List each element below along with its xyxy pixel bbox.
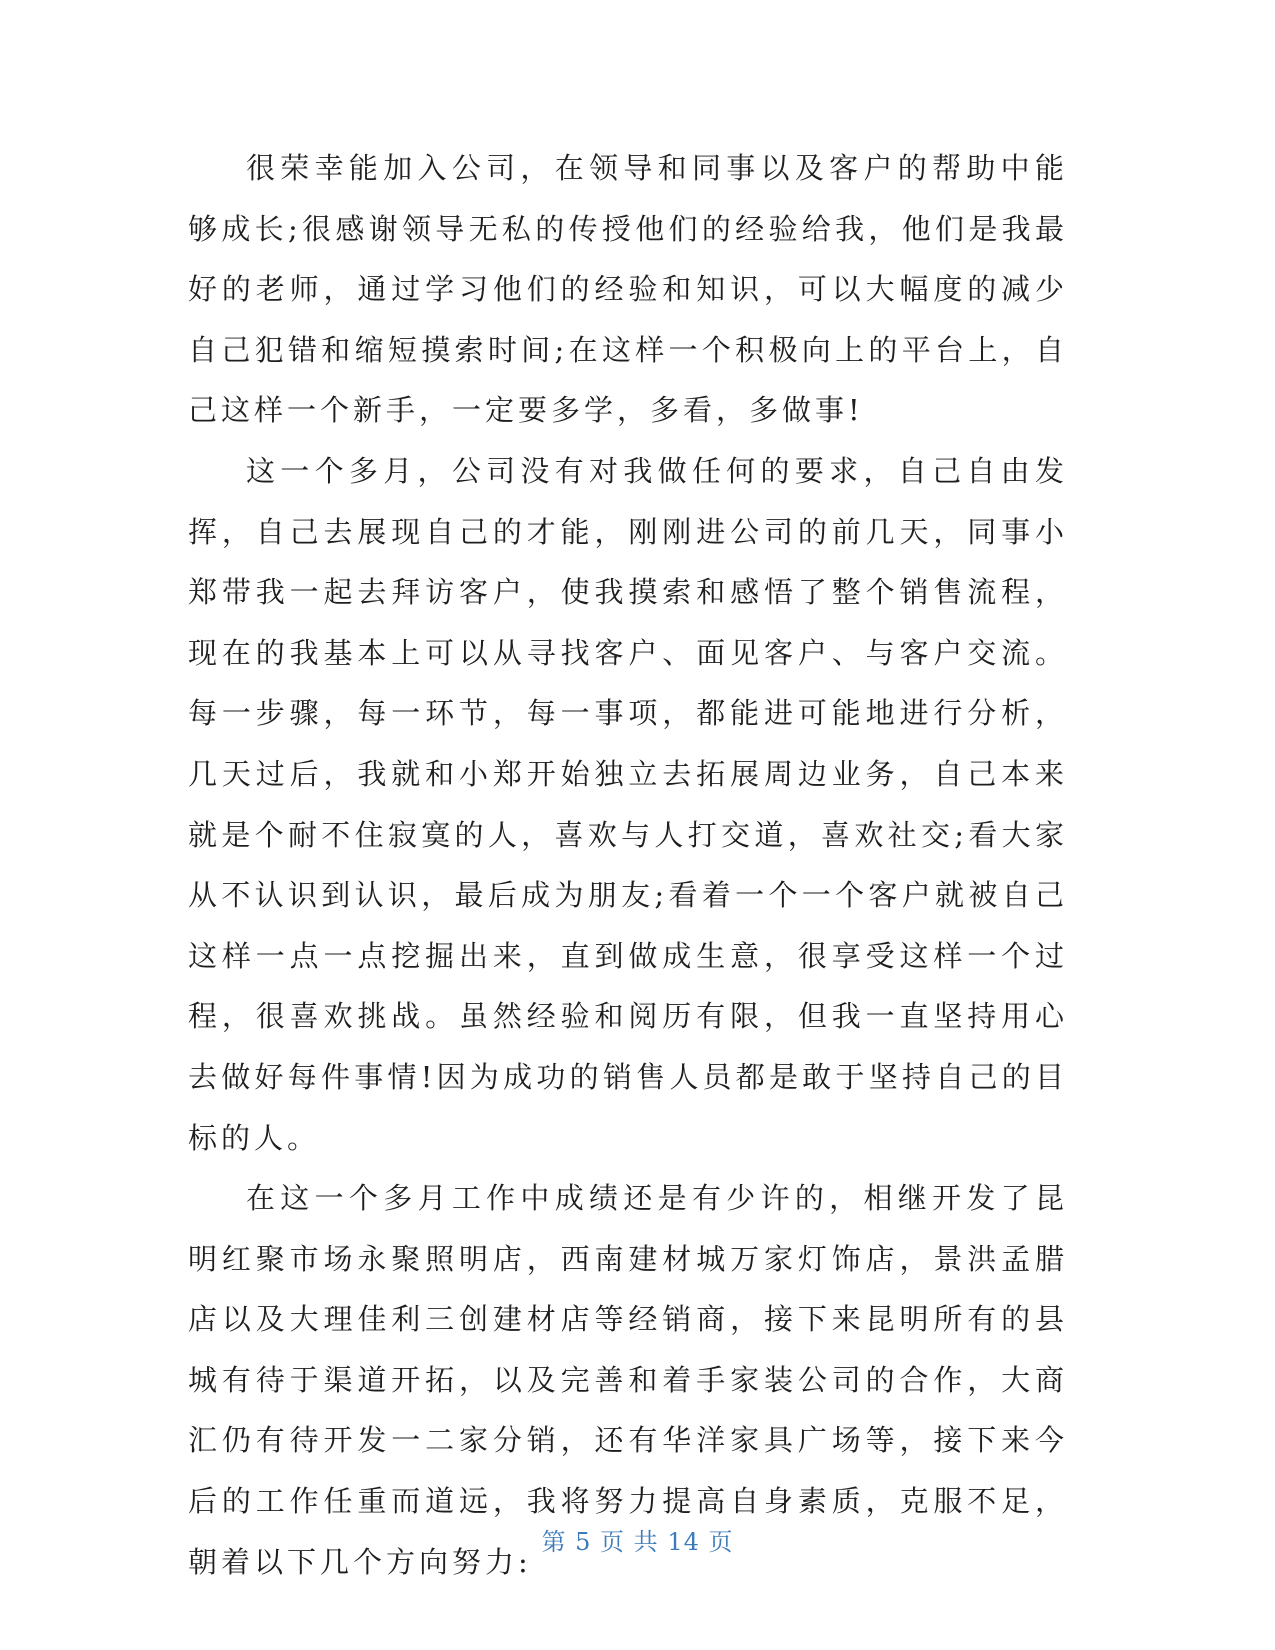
footer-total-pages: 14	[667, 1528, 700, 1556]
footer-current-page: 5	[575, 1528, 592, 1556]
document-body	[188, 138, 1068, 1592]
paragraph-1: 很荣幸能加入公司，在领导和同事以及客户的帮助中能够成长;很感谢领导无私的传授他们的经验给我，他们是我最好的老师，通过学习他们的经验和知识，可以大幅度的减少自己犯错和缩短摸索时间;在这样一个积极向上的平台上，自己这样一个新手，一定要多学，多看，多做事!	[188, 151, 1068, 428]
footer-prefix: 第	[541, 1528, 567, 1556]
paragraph-3: 在这一个多月工作中成绩还是有少许的，相继开发了昆明红聚市场永聚照明店，西南建材城万家灯饰店，景洪孟腊店以及大理佳利三创建材店等经销商，接下来昆明所有的县城有待于渠道开拓，以及完善和着手家装公司的合作，大商汇仍有待开发一二家分销，还有华洋家具广场等，接下来今后的工作任重而道远，我将努力提高自身素质，克服不足，朝着以下几个方向努力:	[188, 1181, 1068, 1579]
page-footer	[0, 1522, 1275, 1557]
footer-middle: 页 共	[600, 1528, 659, 1556]
footer-suffix: 页	[708, 1528, 734, 1556]
paragraph-2: 这一个多月，公司没有对我做任何的要求，自己自由发挥，自己去展现自己的才能，刚刚进公司的前几天，同事小郑带我一起去拜访客户，使我摸索和感悟了整个销售流程，现在的我基本上可以从寻找客户、面见客户、与客户交流。每一步骤，每一环节，每一事项，都能进可能地进行分析，几天过后，我就和小郑开始独立去拓展周边业务，自己本来就是个耐不住寂寞的人，喜欢与人打交道，喜欢社交;看大家从不认识到认识，最后成为朋友;看着一个一个客户就被自己这样一点一点挖掘出来，直到做成生意，很享受这样一个过程，很喜欢挑战。虽然经验和阅历有限，但我一直坚持用心去做好每件事情!因为成功的销售人员都是敢于坚持自己的目标的人。	[188, 453, 1068, 1155]
